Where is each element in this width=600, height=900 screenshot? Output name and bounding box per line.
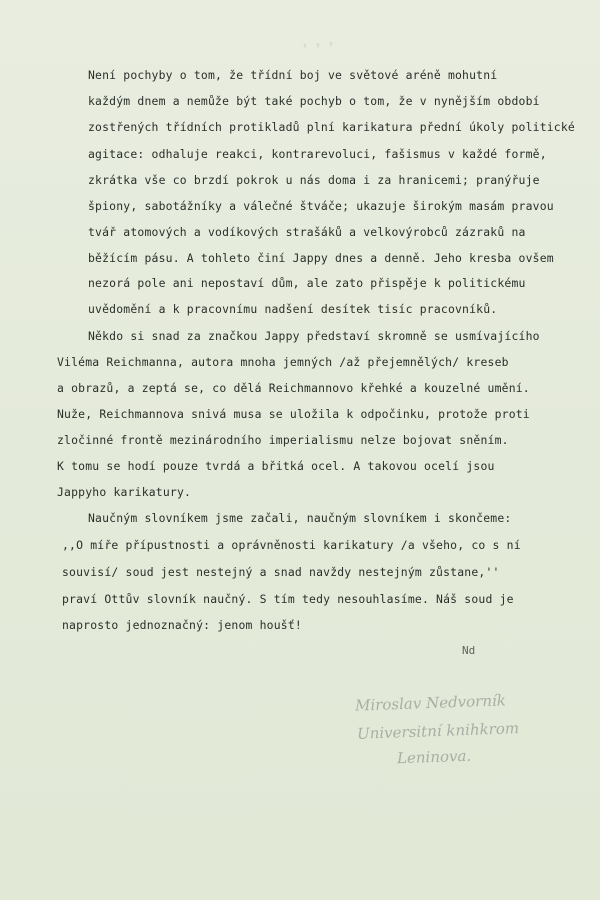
text-line: nezorá pole ani nepostaví dům, ale zato přispěje k politickému bbox=[88, 276, 526, 290]
text-line: Viléma Reichmanna, autora mnoha jemných /až přejemnělých/ kreseb bbox=[57, 355, 509, 369]
text-line: Nuže, Reichmannova snivá musa se uložila k odpočinku, protože proti bbox=[57, 407, 530, 421]
text-line: K tomu se hodí pouze tvrdá a břitká ocel. A takovou ocelí jsou bbox=[57, 459, 495, 473]
text-line: každým dnem a nemůže být také pochyb o tom, že v nynějším období bbox=[88, 94, 540, 108]
text-line: a obrazů, a zeptá se, co dělá Reichmannovo křehké a kouzelné umění. bbox=[57, 381, 530, 395]
text-line: zostřených třídních protikladů plní karikatura přední úkoly politické bbox=[88, 120, 575, 134]
text-line: souvisí/ soud jest nestejný a snad navždy nestejným zůstane,'' bbox=[62, 565, 500, 579]
text-line: ,,O míře přípustnosti a oprávněnosti karikatury /a všeho, co s ní bbox=[62, 538, 521, 552]
faint-show-through-mark: ᾿᾿᾿ bbox=[299, 40, 340, 69]
text-line: Jappyho karikatury. bbox=[57, 485, 192, 499]
author-initials: Nd bbox=[462, 644, 476, 657]
text-line: zločinné frontě mezinárodního imperialismu nelze bojovat sněním. bbox=[57, 433, 509, 447]
text-line: Naučným slovníkem jsme začali, naučným slovníkem i skončeme: bbox=[88, 511, 512, 525]
text-line: tvář atomových a vodíkových strašáků a velkovýrobců zázraků na bbox=[88, 225, 526, 239]
text-line: agitace: odhaluje reakci, kontrarevoluci, fašismus v každé formě, bbox=[88, 147, 547, 161]
text-line: zkrátka vše co brzdí pokrok u nás doma i za hranicemi; pranýřuje bbox=[88, 173, 540, 187]
text-line: praví Ottův slovník naučný. S tím tedy nesouhlasíme. Náš soud je bbox=[62, 592, 514, 606]
handwritten-line: Leninova. bbox=[396, 746, 472, 768]
text-line: Není pochyby o tom, že třídní boj ve světové aréně mohutní bbox=[88, 68, 498, 82]
text-line: naprosto jednoznačný: jenom houšť! bbox=[62, 618, 302, 632]
handwritten-line: Miroslav Nedvorník bbox=[354, 691, 507, 715]
text-line: špiony, sabotážníky a válečné štváče; ukazuje širokým masám pravou bbox=[88, 199, 554, 213]
handwritten-line: Universitní knihkrom bbox=[356, 719, 520, 743]
text-line: běžícím pásu. A tohleto činí Jappy dnes a denně. Jeho kresba ovšem bbox=[88, 251, 554, 265]
text-line: Někdo si snad za značkou Jappy představí skromně se usmívajícího bbox=[88, 329, 540, 343]
text-line: uvědomění a k pracovnímu nadšení desítek tisíc pracovníků. bbox=[88, 302, 498, 316]
